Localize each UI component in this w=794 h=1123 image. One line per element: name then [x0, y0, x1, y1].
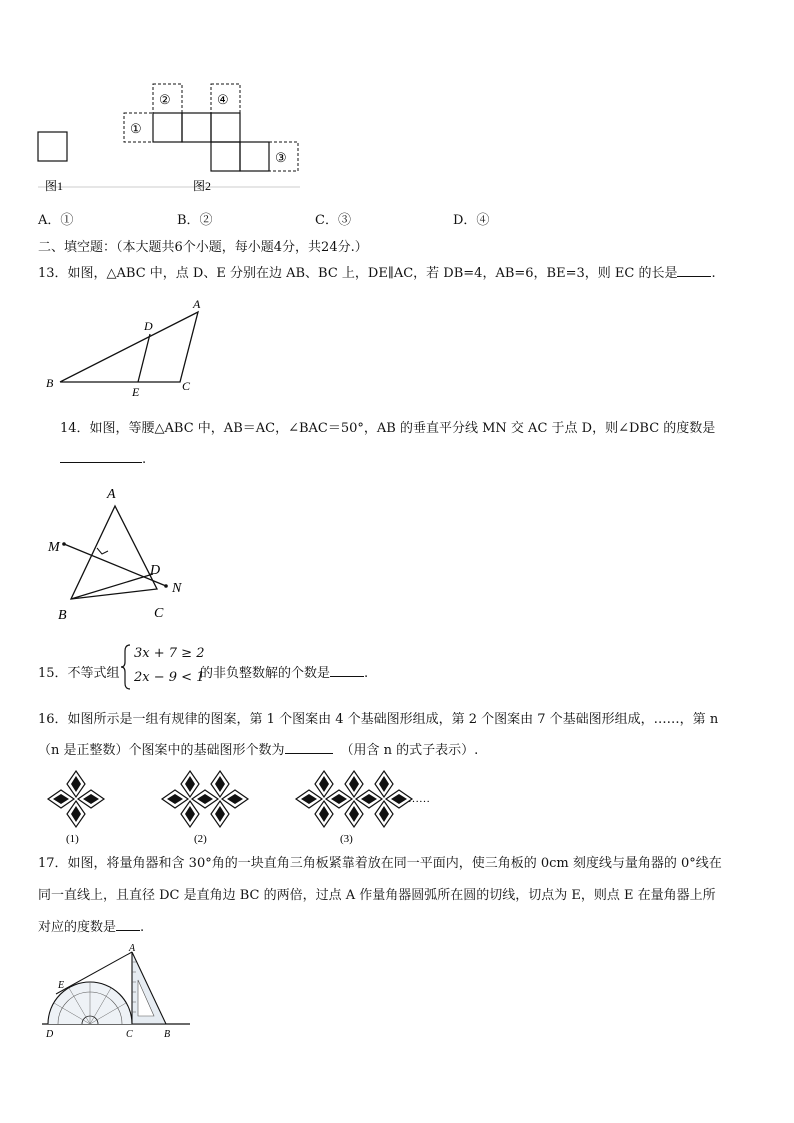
q17-answer-blank	[116, 918, 140, 931]
q17-label-e: E	[58, 980, 65, 991]
q16-caption-3: (3)	[340, 833, 353, 845]
q14-label-c: C	[154, 606, 164, 621]
q13-label-c: C	[182, 379, 191, 393]
q17-protractor-figure	[40, 942, 200, 1042]
q13-label-a: A	[193, 297, 201, 311]
q14-text	[60, 417, 715, 436]
q15-tail	[200, 662, 368, 681]
q17-line3-text: 对应的度数是	[38, 920, 117, 935]
q14-question: 14．如图，等腰△ABC 中，AB＝AC，∠BAC＝50°，AB 的垂直平分线 MN 交 AC 于点 D，则∠DBC 的度数是	[60, 421, 716, 436]
q13-label-b: B	[46, 376, 54, 390]
q12-option-a: A．①	[38, 213, 74, 228]
q14-label-m: M	[48, 540, 60, 555]
q13-label-d: D	[144, 319, 153, 333]
q13-label-e: E	[132, 385, 140, 396]
q13-end: .	[711, 266, 716, 281]
q14-label-d: D	[150, 563, 161, 578]
q17-label-c: C	[126, 1029, 133, 1040]
q14-answer-blank	[60, 450, 142, 463]
q16-answer-blank	[285, 741, 333, 754]
q17-line3	[38, 916, 144, 935]
q16-pattern-figure	[40, 768, 440, 848]
q12-option-c: C．③	[315, 213, 351, 228]
q14-triangle-figure	[44, 482, 204, 622]
box-label-2: ②	[159, 92, 171, 107]
q13-answer-blank	[677, 264, 711, 277]
fig1-label: 图1	[45, 179, 64, 193]
q14-label-n: N	[172, 581, 182, 596]
section-heading: 二、填空题：（本大题共6个小题，每小题4分，共24分.）	[38, 240, 368, 255]
q16-line2-b: （用含 n 的式子表示）.	[340, 743, 479, 758]
q17-label-b: B	[164, 1029, 171, 1040]
q15-suffix: 的非负整数解的个数是	[200, 666, 331, 681]
q15-answer-blank	[330, 664, 364, 677]
q15-inequality-1: 3x + 7 ≥ 2	[134, 646, 205, 661]
q13-triangle-figure	[40, 296, 220, 396]
q15-inequality-2: 2x − 9 < 1	[134, 670, 205, 685]
q14-label-a: A	[107, 487, 116, 502]
q13-text	[38, 262, 716, 281]
fig2-label: 图2	[193, 179, 212, 193]
box-label-3: ③	[275, 150, 287, 165]
q15-end: .	[364, 666, 369, 681]
box-label-4: ④	[217, 92, 229, 107]
q12-option-d: D．④	[453, 213, 490, 228]
q13-question: 13．如图，△ABC 中，点 D、E 分别在边 AB、BC 上，DE∥AC，若 DB=4，AB=6，BE=3，则 EC 的长是	[38, 266, 678, 281]
q17-end: .	[140, 920, 145, 935]
q16-line2-a: （n 是正整数）个图案中的基础图形个数为	[38, 743, 285, 758]
q16-caption-1: (1)	[66, 833, 79, 845]
q14-answer-line	[60, 450, 146, 467]
q17-line1: 17．如图，将量角器和含 30°角的一块直角三角板紧靠着放在同一平面内，使三角板的 0cm 刻度线与量角器的 0°线在	[38, 856, 722, 871]
q16-line2	[38, 739, 478, 758]
q15-prefix: 15．不等式组	[38, 666, 120, 681]
q17-label-d: D	[46, 1029, 54, 1040]
q14-end: .	[142, 452, 147, 467]
q16-line1: 16．如图所示是一组有规律的图案，第 1 个图案由 4 个基础图形组成，第 2 个图案由 7 个基础图形组成，……，第 n	[38, 712, 719, 727]
q12-option-b: B．②	[177, 213, 213, 228]
box-label-1: ①	[130, 121, 142, 136]
q16-caption-2: (2)	[194, 833, 207, 845]
q17-line2: 同一直线上，且直径 DC 是直角边 BC 的两倍，过点 A 作量角器圆弧所在圆的切线，切点为 E，则点 E 在量角器上所	[38, 888, 716, 903]
q15-brace	[120, 643, 132, 691]
q14-label-b: B	[58, 608, 67, 622]
q12-figures	[30, 80, 320, 200]
q16-ellipsis: ……	[408, 793, 430, 805]
q17-label-a: A	[129, 943, 136, 954]
